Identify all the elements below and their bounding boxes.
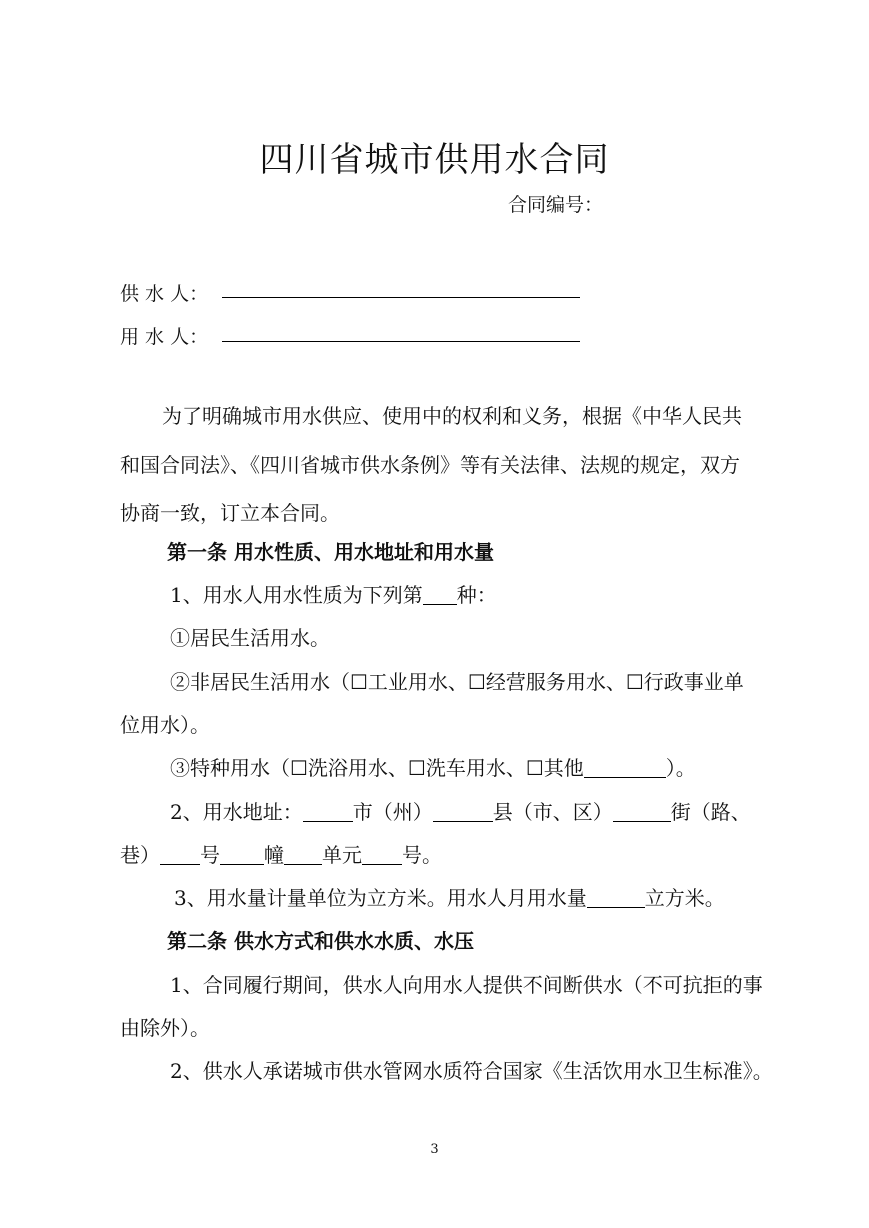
unit-label: 单元 (322, 843, 362, 867)
number-label: 号 (200, 843, 220, 867)
usage-type-prefix: 1、用水人用水性质为下列第 (170, 583, 423, 607)
unit-blank (284, 846, 322, 865)
county-blank (433, 803, 493, 822)
article-2-item-1-line-2: 由除外）。 (120, 1016, 210, 1040)
option-non-residential-line-2: 位用水）。 (120, 713, 210, 737)
room-blank (362, 846, 402, 865)
city-label: 市（州） (352, 800, 433, 824)
volume-blank (587, 889, 645, 908)
user-label: 用 水 人： (120, 326, 209, 348)
article-2-item-1-line-1: 1、合同履行期间，供水人向用水人提供不间断供水（不可抗拒的事 (170, 973, 763, 997)
street-label: 街（路、 (670, 800, 751, 824)
page-number: 3 (430, 1142, 439, 1157)
special-use-text: ③特种用水（☐洗浴用水、☐洗车用水、☐其他 (170, 756, 584, 780)
volume-text: 3、用水量计量单位为立方米。用水人月用水量 (174, 886, 587, 910)
usage-type-blank (423, 586, 457, 605)
room-label: 号。 (402, 843, 442, 867)
special-use-suffix: ）。 (665, 756, 696, 780)
volume-unit: 立方米。 (644, 886, 725, 910)
usage-type-suffix: 种： (456, 583, 497, 607)
article-1-heading: 第一条 用水性质、用水地址和用水量 (167, 540, 494, 564)
supplier-blank-line (222, 297, 580, 298)
preamble-line-3: 协商一致，订立本合同。 (120, 501, 340, 525)
building-blank (220, 846, 264, 865)
special-other-blank (584, 759, 666, 778)
option-residential: ①居民生活用水。 (170, 626, 330, 650)
user-blank-line (222, 341, 580, 342)
article-1-item-3 (174, 886, 725, 910)
address-line-2 (120, 843, 442, 867)
article-2-item-2: 2、供水人承诺城市供水管网水质符合国家《生活饮用水卫生标准》。 (170, 1059, 773, 1083)
article-1-item-1 (170, 583, 497, 607)
preamble-line-1: 为了明确城市用水供应、使用中的权利和义务，根据《中华人民共 (162, 404, 742, 428)
county-label: 县（市、区） (492, 800, 613, 824)
contract-number-label: 合同编号： (508, 194, 604, 216)
supplier-label: 供 水 人： (120, 283, 209, 305)
number-blank (160, 846, 200, 865)
document-title: 四川省城市供用水合同 (259, 140, 610, 180)
address-label: 2、用水地址： (170, 800, 303, 824)
building-label: 幢 (264, 843, 284, 867)
city-blank (303, 803, 353, 822)
lane-label: 巷） (120, 843, 160, 867)
street-blank (613, 803, 671, 822)
option-special-use (170, 756, 696, 780)
address-line-1 (170, 800, 751, 824)
preamble-line-2: 和国合同法》、《四川省城市供水条例》等有关法律、法规的规定，双方 (120, 453, 740, 477)
option-non-residential-line-1: ②非居民生活用水（☐工业用水、☐经营服务用水、☐行政事业单 (170, 670, 744, 694)
article-2-heading: 第二条 供水方式和供水水质、水压 (167, 929, 474, 953)
